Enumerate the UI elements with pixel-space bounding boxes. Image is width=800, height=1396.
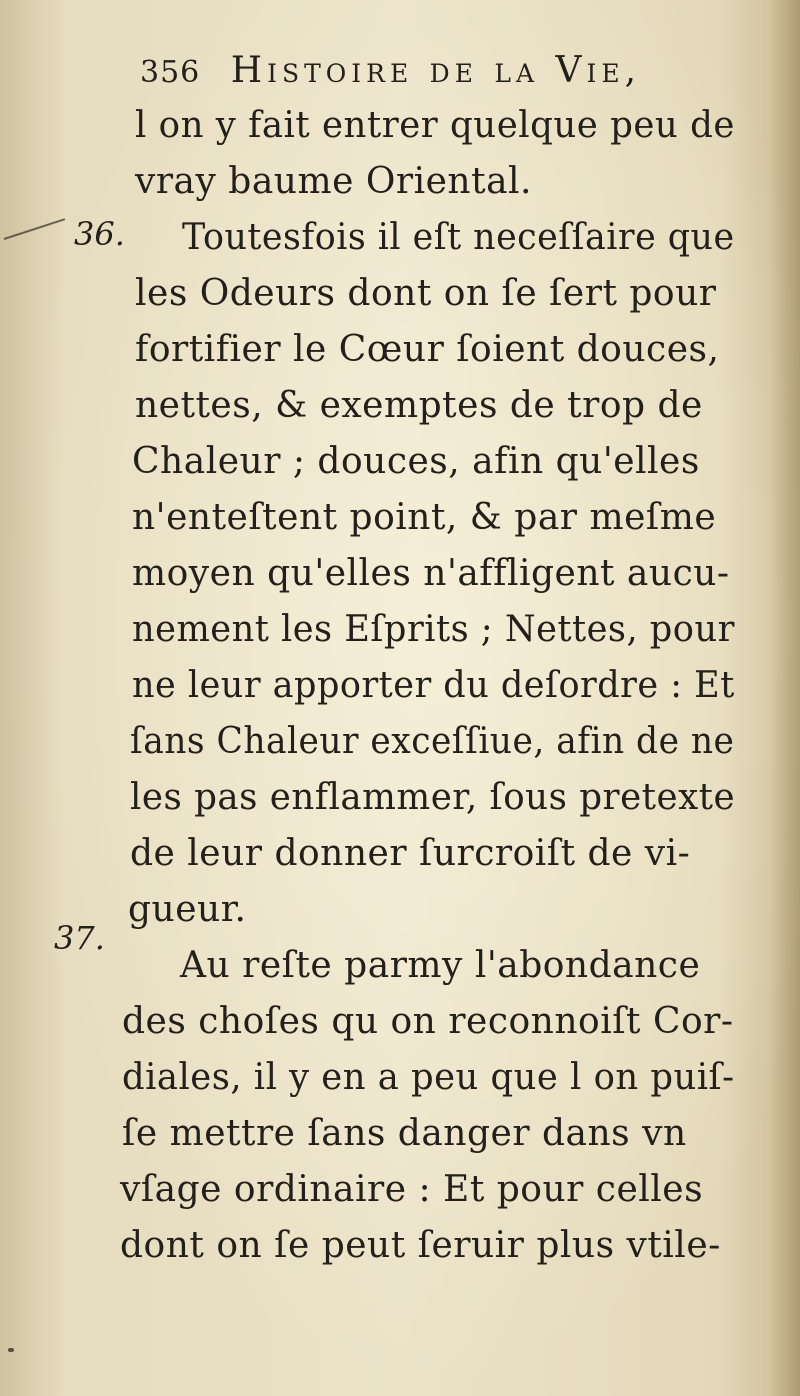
page-number: 356 <box>140 55 201 90</box>
text-line: l on y fait entrer quelque peu de <box>135 105 735 146</box>
paragraph-number-36: 36. <box>74 215 125 253</box>
text-line: moyen qu'elles n'affligent aucu- <box>132 553 730 594</box>
text-line: dont on ſe peut ſeruir plus vtile- <box>120 1225 721 1266</box>
text-line: fortifier le Cœur ſoient douces, <box>135 329 720 370</box>
text-line: Toutesfois il eſt neceſſaire que <box>182 217 735 258</box>
text-line: les Odeurs dont on ſe ſert pour <box>135 273 717 314</box>
ink-spot <box>8 1348 14 1352</box>
text-line: de leur donner ſurcroiſt de vi- <box>130 833 691 874</box>
running-head-title: Histoire de la Vie, <box>230 50 642 91</box>
text-line: n'enteſtent point, & par meſme <box>132 497 717 538</box>
text-line: ne leur apporter du deſordre : Et <box>132 665 735 706</box>
text-line: nement les Eſprits ; Nettes, pour <box>132 609 735 650</box>
text-line: vſage ordinaire : Et pour celles <box>120 1169 704 1210</box>
text-line: les pas enflammer, ſous pretexte <box>130 777 736 818</box>
text-line: des choſes qu on reconnoiſt Cor- <box>122 1001 734 1042</box>
text-line: gueur. <box>128 889 247 930</box>
text-line: ſans Chaleur exceſſiue, afin de ne <box>130 721 735 762</box>
page-edge-shadow <box>770 0 800 1396</box>
text-line: Chaleur ; douces, afin qu'elles <box>132 441 700 482</box>
text-line: diales, il y en a peu que l on puiſ- <box>122 1057 735 1098</box>
paragraph-number-37: 37. <box>54 919 105 957</box>
text-line: Au reſte parmy l'abondance <box>180 945 701 986</box>
running-head <box>140 50 720 100</box>
text-line: nettes, & exemptes de trop de <box>135 385 703 426</box>
text-line: vray baume Oriental. <box>135 161 532 202</box>
margin-ink-stroke <box>4 218 65 240</box>
text-line: ſe mettre ſans danger dans vn <box>122 1113 687 1154</box>
